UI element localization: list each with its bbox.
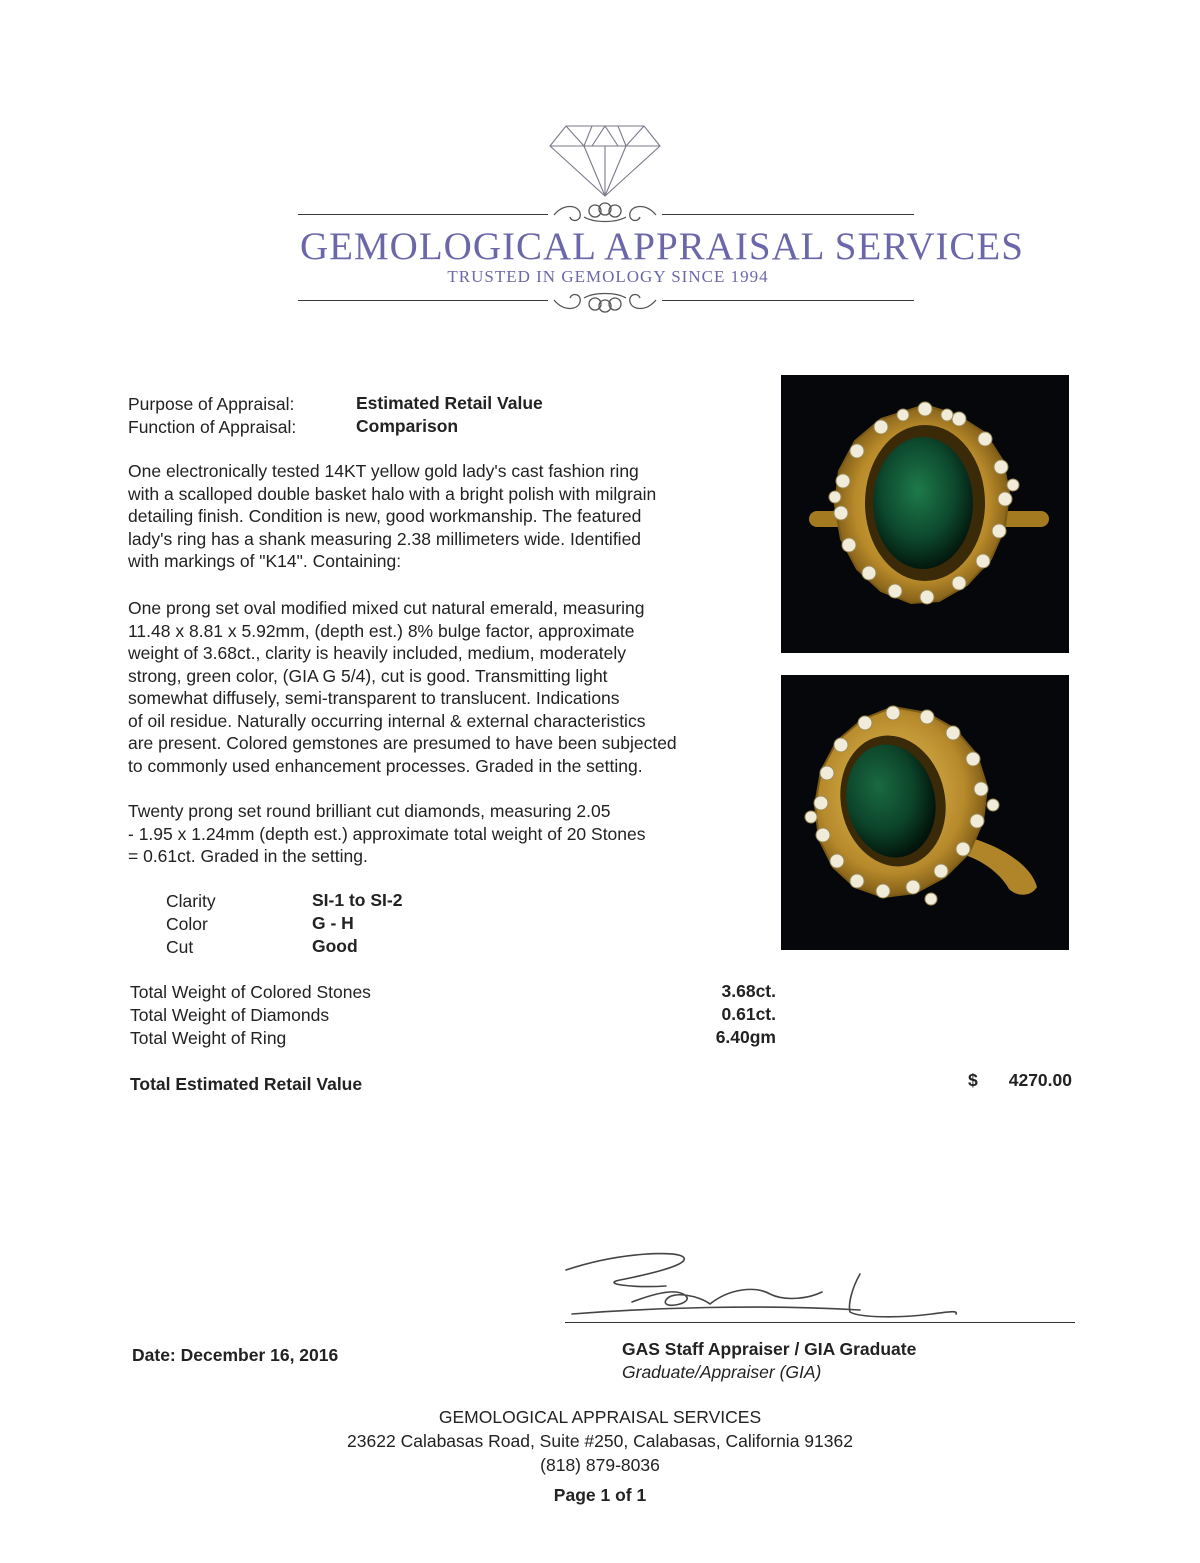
grading-value-clarity: SI-1 to SI-2 [312,890,403,910]
total-diamonds-value: 0.61ct. [721,1004,776,1024]
ring-description-line: One electronically tested 14KT yellow gold lady's cast fashion ring [128,461,639,481]
ring-description-line: lady's ring has a shank measuring 2.38 millimeters wide. Identified [128,528,642,549]
total-ring-weight-value: 6.40gm [715,1027,776,1047]
flourish-top-icon [550,201,660,225]
total-colored-stones-label: Total Weight of Colored Stones [130,982,371,1002]
ring-photo-bottom [781,675,1069,950]
diamond-description [128,800,748,868]
appraiser-subtitle: Graduate/Appraiser (GIA) [622,1362,822,1382]
purpose-value: Estimated Retail Value [356,393,543,413]
ring-photo-top-image [781,375,1069,653]
purpose-label: Purpose of Appraisal: [128,394,295,414]
total-colored-stones-value: 3.68ct. [721,981,776,1001]
logo-rule-bottom-left [298,300,548,301]
retail-currency: $ [968,1070,978,1090]
emerald-description-line: are present. Colored gemstones are presumed to have been subjected [128,733,677,753]
diamond-description-line: = 0.61ct. Graded in the setting. [128,846,368,866]
company-name: GEMOLOGICAL APPRAISAL SERVICES [300,225,1024,268]
emerald-description-line: weight of 3.68ct., clarity is heavily included, medium, moderately [128,643,627,663]
logo-rule-bottom-right [662,300,914,301]
grading-label-color: Color [166,914,208,934]
page-number: Page 1 of 1 [553,1485,647,1505]
diamond-description-line: Twenty prong set round brilliant cut diamonds, measuring 2.05 [128,801,611,821]
footer-phone: (818) 879-8036 [540,1455,660,1475]
grading-value-cut: Good [312,936,358,956]
ring-description [128,460,748,573]
ring-description-line: with a scalloped double basket halo with a bright polish with milgrain [128,483,657,504]
retail-amount: 4270.00 [1008,1070,1072,1090]
function-value: Comparison [356,416,459,436]
ring-description-line: detailing finish. Condition is new, good workmanship. The featured [128,506,642,526]
emerald-description-line: strong, green color, (GIA G 5/4), cut is good. Transmitting light [128,665,608,686]
grading-label-clarity: Clarity [166,891,216,911]
flourish-bottom-icon [550,290,660,314]
emerald-description-line: One prong set oval modified mixed cut natural emerald, measuring [128,598,645,618]
logo-rule-top-left [298,214,548,215]
logo-rule-top-right [662,214,914,215]
emerald-description-line: 11.48 x 8.81 x 5.92mm, (depth est.) 8% bulge factor, approximate [128,620,635,641]
total-diamonds-label: Total Weight of Diamonds [130,1005,330,1025]
function-label: Function of Appraisal: [128,417,297,437]
ring-photo-top [781,375,1069,653]
signature-line [565,1322,1075,1323]
appraiser-title: GAS Staff Appraiser / GIA Graduate [622,1339,917,1359]
appraisal-date: Date: December 16, 2016 [132,1345,339,1365]
total-ring-weight-label: Total Weight of Ring [130,1028,287,1048]
retail-value-label: Total Estimated Retail Value [130,1074,363,1094]
diamond-logo-icon [548,122,662,198]
emerald-description-line: to commonly used enhancement processes. Graded in the setting. [128,755,643,776]
diamond-description-line: - 1.95 x 1.24mm (depth est.) approximate total weight of 20 Stones [128,823,646,844]
company-tagline: TRUSTED IN GEMOLOGY SINCE 1994 [447,267,769,286]
emerald-description-line: of oil residue. Naturally occurring internal & external characteristics [128,710,646,731]
grading-label-cut: Cut [166,937,194,957]
ring-description-line: with markings of "K14". Containing: [128,551,402,571]
footer-company: GEMOLOGICAL APPRAISAL SERVICES [438,1407,762,1427]
ring-photo-bottom-image [781,675,1069,950]
appraiser-signature-icon [560,1248,980,1332]
emerald-description-line: somewhat diffusely, semi-transparent to translucent. Indications [128,688,620,708]
emerald-description [128,597,748,777]
grading-value-color: G - H [312,913,354,933]
footer-address: 23622 Calabasas Road, Suite #250, Calabasas, California 91362 [347,1431,853,1451]
